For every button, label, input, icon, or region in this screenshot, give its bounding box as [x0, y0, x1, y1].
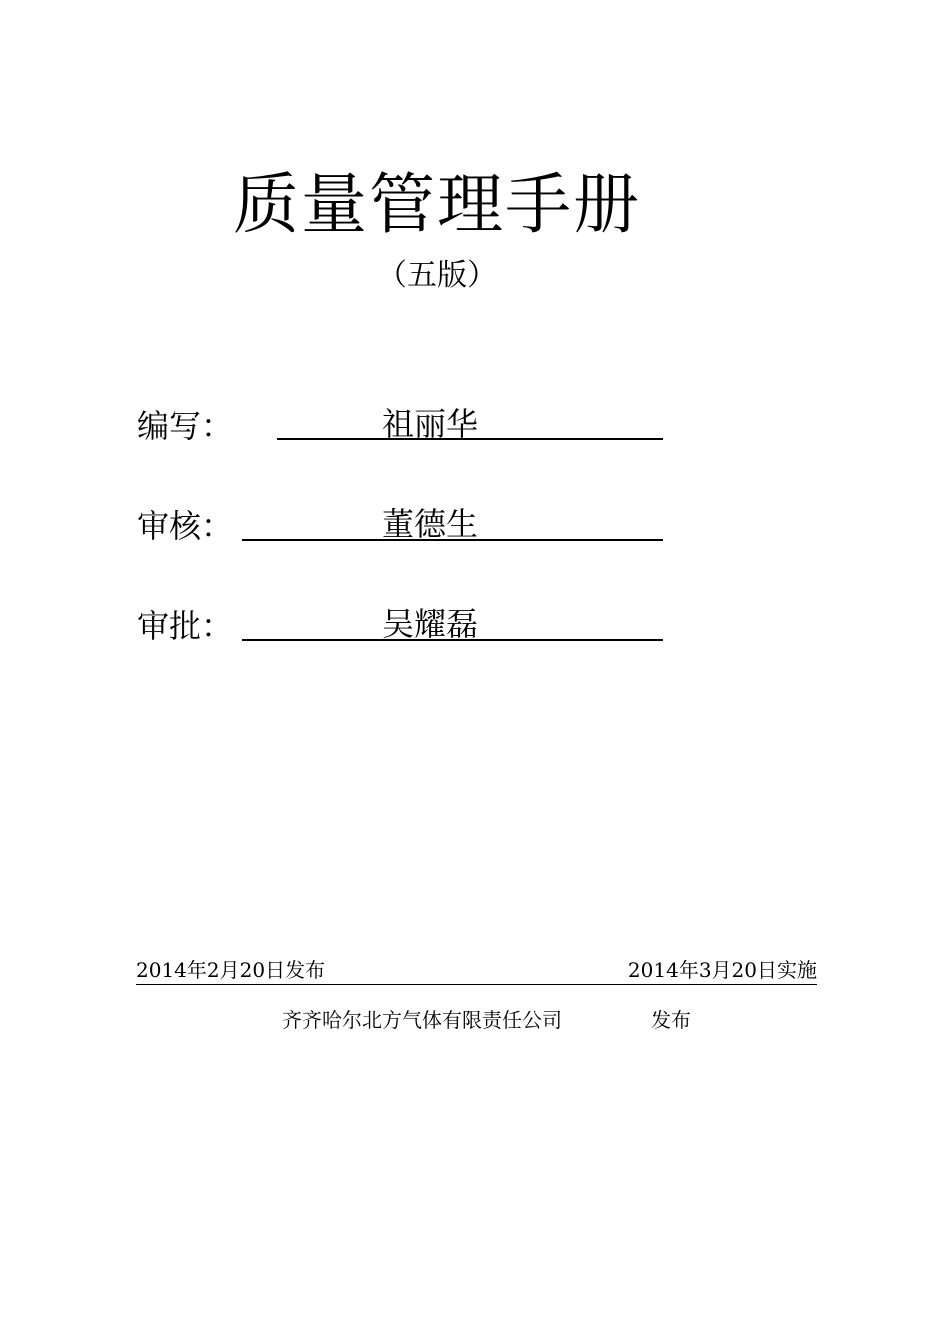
- document-title: 质量管理手册: [233, 166, 641, 243]
- approved-by-label: 审批：: [137, 607, 234, 645]
- company-name: 齐齐哈尔北方气体有限责任公司: [282, 1008, 562, 1032]
- date-row: [136, 956, 817, 985]
- reviewed-by-name: 董德生: [382, 505, 479, 543]
- compiled-by-label: 编写：: [137, 407, 234, 445]
- publish-label: 发布: [651, 1008, 691, 1032]
- compiled-by-name: 祖丽华: [382, 405, 479, 443]
- issue-date: 2014年2月20日发布: [136, 958, 326, 982]
- reviewed-by-label: 审核：: [137, 507, 234, 545]
- effective-date: 2014年3月20日实施: [627, 958, 817, 982]
- document-edition: （五版）: [377, 258, 497, 293]
- approved-by-name: 吴耀磊: [382, 605, 479, 643]
